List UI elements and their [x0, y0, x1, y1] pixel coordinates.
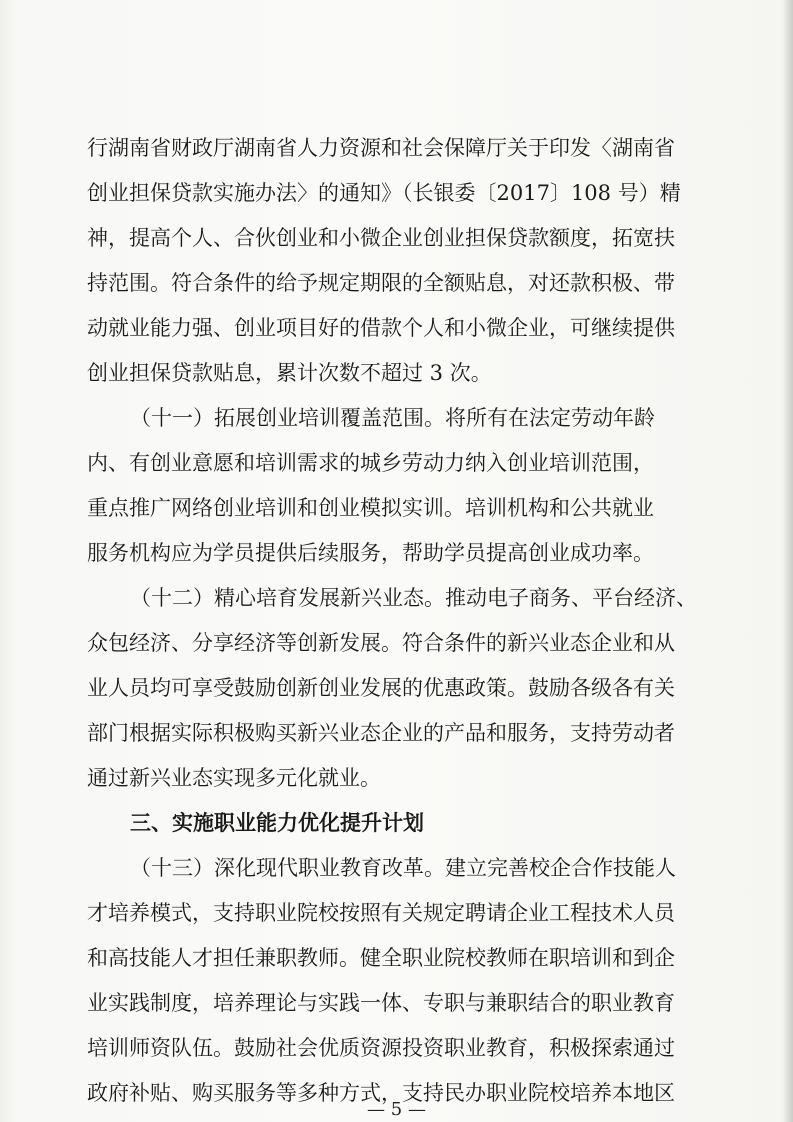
text-line: （十三）深化现代职业教育改革。建立完善校企合作技能人 [130, 856, 676, 880]
text-line: 服务机构应为学员提供后续服务，帮助学员提高创业成功率。 [87, 541, 654, 565]
text-line: 业实践制度，培养理论与实践一体、专职与兼职结合的职业教育 [87, 991, 675, 1015]
text-line: 持范围。符合条件的给予规定期限的全额贴息，对还款积极、带 [87, 271, 675, 295]
text-line: 内、有创业意愿和培训需求的城乡劳动力纳入创业培训范围， [87, 451, 654, 475]
text-line: 行湖南省财政厅湖南省人力资源和社会保障厅关于印发〈湖南省 [87, 136, 675, 160]
text-line: 和高技能人才担任兼职教师。健全职业院校教师在职培训和到企 [87, 946, 675, 970]
text-line: 才培养模式，支持职业院校按照有关规定聘请企业工程技术人员 [87, 901, 675, 925]
text-line: 部门根据实际积极购买新兴业态企业的产品和服务，支持劳动者 [87, 721, 675, 745]
text-line: 众包经济、分享经济等创新发展。符合条件的新兴业态企业和从 [87, 631, 675, 655]
text-line: （十一）拓展创业培训覆盖范围。将所有在法定劳动年龄 [130, 406, 655, 430]
text-line: 创业担保贷款贴息，累计次数不超过 3 次。 [87, 361, 492, 385]
text-line: 神，提高个人、合伙创业和小微企业创业担保贷款额度，拓宽扶 [87, 226, 675, 250]
page-number: — 5 — [367, 1099, 426, 1120]
text-line: 政府补贴、购买服务等多种方式，支持民办职业院校培养本地区 [87, 1081, 675, 1105]
text-line: 动就业能力强、创业项目好的借款个人和小微企业，可继续提供 [87, 316, 675, 340]
scan-shadow [783, 0, 793, 1122]
text-line: 培训师资队伍。鼓励社会优质资源投资职业教育，积极探索通过 [87, 1036, 675, 1060]
text-line: 业人员均可享受鼓励创新创业发展的优惠政策。鼓励各级各有关 [87, 676, 675, 700]
text-line: 创业担保贷款实施办法〉的通知》（长银委〔2017〕108 号）精 [87, 181, 681, 205]
text-line: （十二）精心培育发展新兴业态。推动电子商务、平台经济、 [130, 586, 697, 610]
section-heading: 三、实施职业能力优化提升计划 [130, 811, 424, 835]
text-line: 重点推广网络创业培训和创业模拟实训。培训机构和公共就业 [87, 496, 654, 520]
text-line: 通过新兴业态实现多元化就业。 [87, 766, 381, 790]
